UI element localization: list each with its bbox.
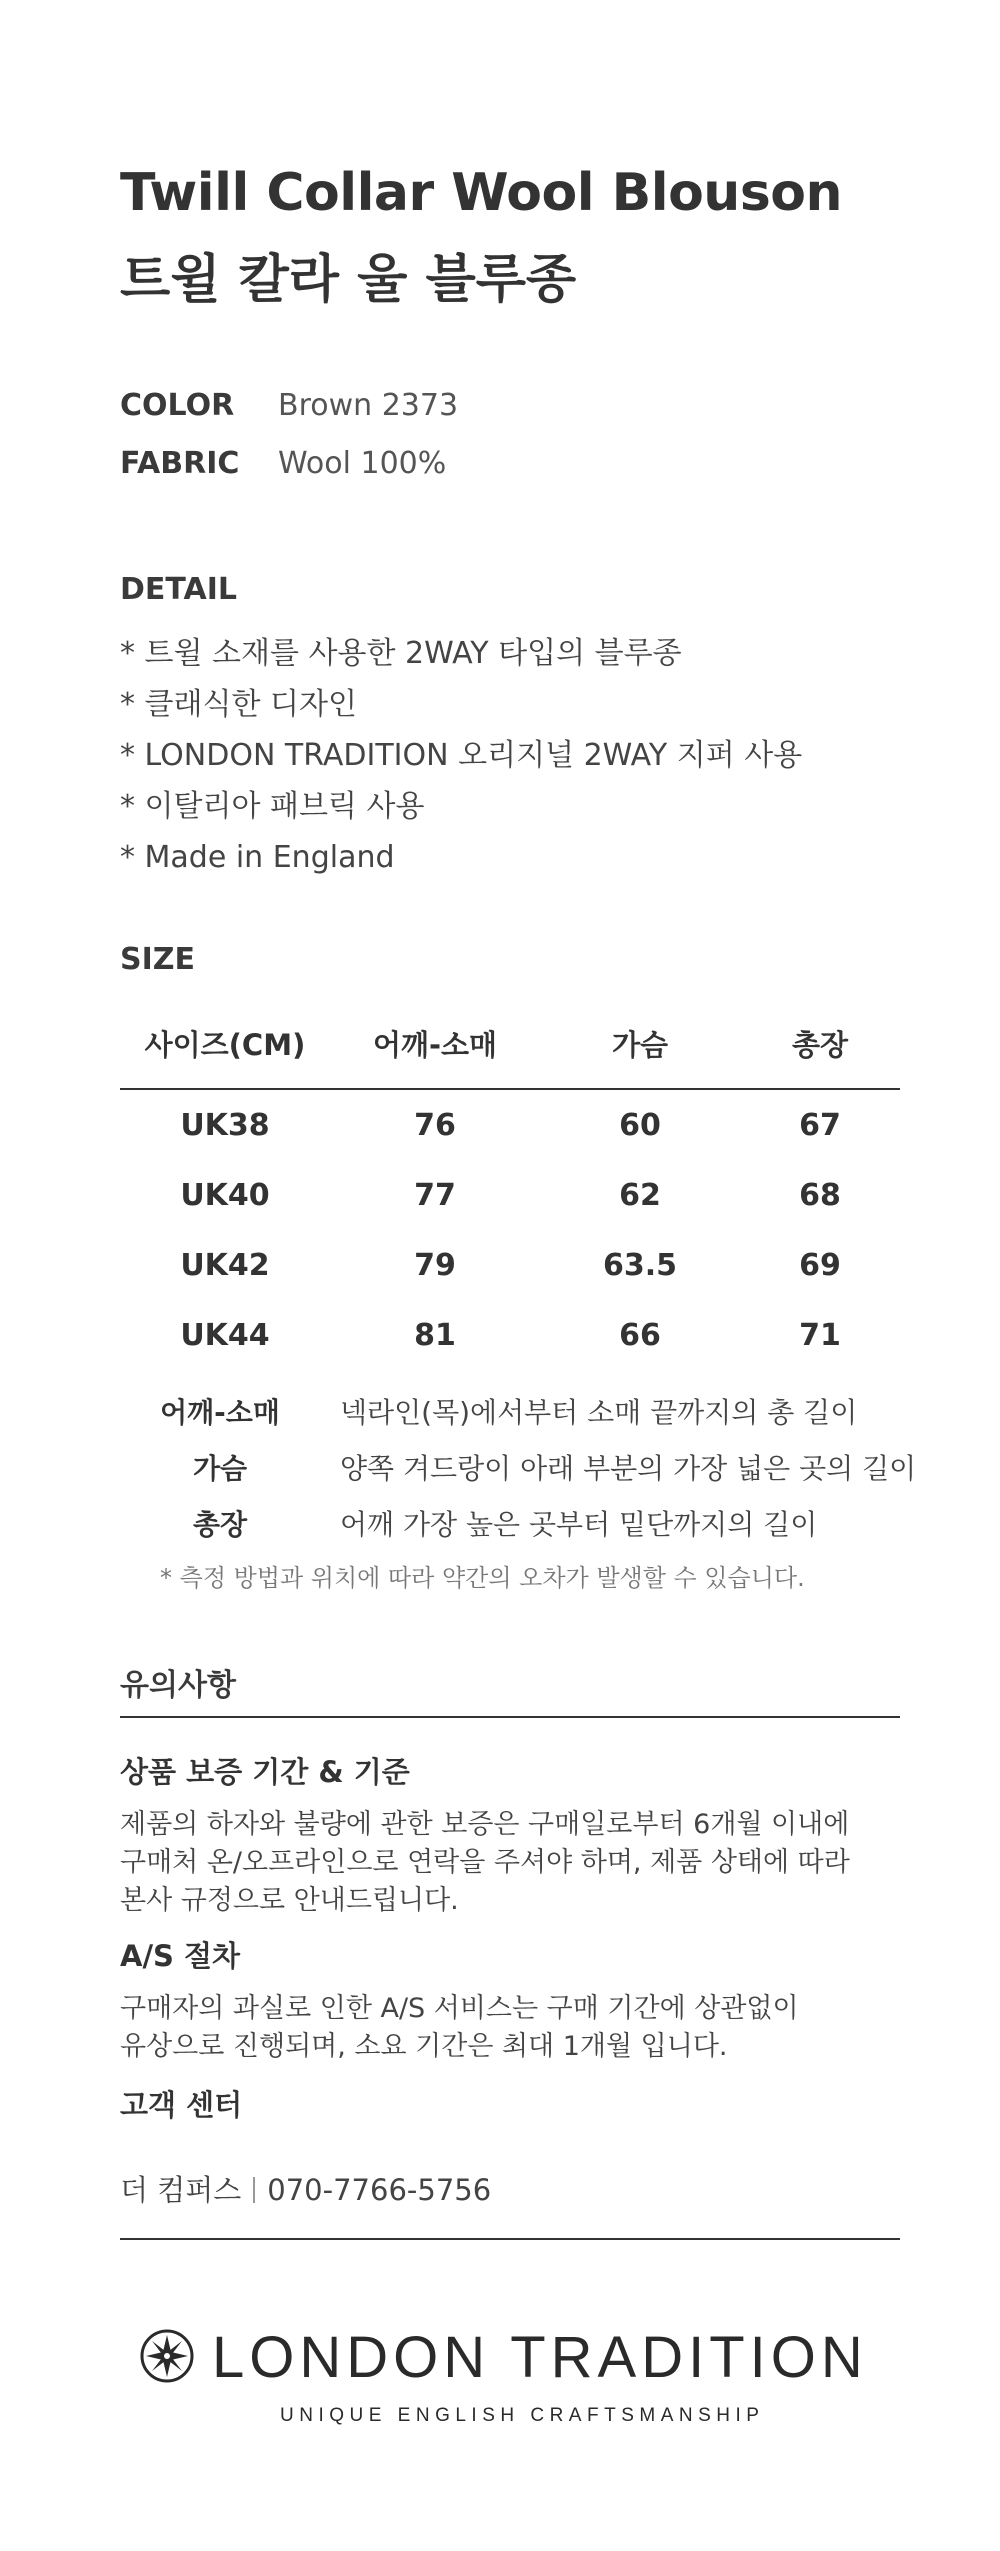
column-header: 사이즈(CM) <box>120 1010 330 1089</box>
definition-desc: 어깨 가장 높은 곳부터 밑단까지의 길이 <box>340 1508 818 1541</box>
as-title: A/S 절차 <box>120 1939 241 1973</box>
spec-row-color <box>120 388 458 423</box>
table-cell: 66 <box>619 1317 661 1353</box>
table-row <box>120 1300 900 1370</box>
spec-value: Wool 100% <box>278 446 447 481</box>
size-table <box>120 1010 900 1370</box>
spec-value: Brown 2373 <box>278 388 459 423</box>
spec-row-fabric <box>120 446 446 481</box>
table-cell: 67 <box>799 1107 841 1143</box>
notice-heading: 유의사항 <box>120 1668 236 1703</box>
paragraph-line: 본사 규정으로 안내드립니다. <box>120 1885 459 1916</box>
company-name: 더 컴퍼스 <box>120 2173 242 2207</box>
measurement-note: * 측정 방법과 위치에 따라 약간의 오차가 발생할 수 있습니다. <box>160 1564 805 1592</box>
definition-term: 어깨-소매 <box>160 1396 280 1429</box>
paragraph-line: 유상으로 진행되며, 소요 기간은 최대 1개월 입니다. <box>120 2031 728 2062</box>
list-item: * 트윌 소재를 사용한 2WAY 타입의 블루종 <box>120 636 682 671</box>
table-cell: 62 <box>619 1177 661 1213</box>
divider <box>120 2238 900 2240</box>
table-cell: UK40 <box>180 1177 270 1213</box>
brand-logo <box>140 2325 868 2426</box>
table-cell: 77 <box>414 1177 456 1213</box>
customer-center-title: 고객 센터 <box>120 2088 243 2122</box>
table-cell: 68 <box>799 1177 841 1213</box>
definition-term: 가슴 <box>192 1452 248 1485</box>
table-cell: UK44 <box>180 1317 270 1353</box>
definition-row <box>120 1441 916 1497</box>
definition-desc: 넥라인(목)에서부터 소매 끝까지의 총 길이 <box>340 1396 858 1429</box>
warranty-text <box>120 1806 850 1920</box>
detail-heading: DETAIL <box>120 572 238 607</box>
paragraph-line: 구매처 온/오프라인으로 연락을 주셔야 하며, 제품 상태에 따라 <box>120 1847 850 1878</box>
table-cell: UK42 <box>180 1247 270 1283</box>
spec-key: COLOR <box>120 388 235 423</box>
definition-row <box>120 1385 916 1441</box>
column-header: 총장 <box>740 1010 900 1089</box>
table-cell: 69 <box>799 1247 841 1283</box>
detail-list <box>120 628 802 883</box>
size-definitions <box>120 1385 916 1553</box>
separator <box>253 2177 255 2203</box>
table-cell: 63.5 <box>602 1247 678 1283</box>
list-item: * Made in England <box>120 840 395 875</box>
table-cell: 76 <box>414 1107 456 1143</box>
customer-center-info <box>120 2168 491 2209</box>
list-item: * 이탈리아 패브릭 사용 <box>120 789 425 824</box>
spec-key: FABRIC <box>120 446 240 481</box>
definition-term: 총장 <box>192 1508 248 1541</box>
table-cell: 60 <box>619 1107 661 1143</box>
column-header: 가슴 <box>540 1010 740 1089</box>
as-text <box>120 1990 799 2066</box>
column-header: 어깨-소매 <box>330 1010 540 1089</box>
brand-name: LONDON TRADITION <box>212 2325 868 2390</box>
table-cell: 71 <box>799 1317 841 1353</box>
table-row <box>120 1160 900 1230</box>
paragraph-line: 구매자의 과실로 인한 A/S 서비스는 구매 기간에 상관없이 <box>120 1993 799 2024</box>
definition-row <box>120 1497 916 1553</box>
table-row <box>120 1230 900 1300</box>
list-item: * 클래식한 디자인 <box>120 687 357 722</box>
table-cell: 81 <box>414 1317 456 1353</box>
product-title-ko: 트윌 칼라 울 블루종 <box>120 250 577 310</box>
product-title-en: Twill Collar Wool Blouson <box>120 163 843 223</box>
size-heading: SIZE <box>120 942 196 977</box>
compass-star-icon <box>140 2329 194 2383</box>
table-cell: 79 <box>414 1247 456 1283</box>
divider <box>120 1716 900 1718</box>
table-header-row <box>120 1010 900 1089</box>
paragraph-line: 제품의 하자와 불량에 관한 보증은 구매일로부터 6개월 이내에 <box>120 1809 850 1840</box>
definition-desc: 양쪽 겨드랑이 아래 부분의 가장 넓은 곳의 길이 <box>340 1452 917 1485</box>
warranty-title: 상품 보증 기간 & 기준 <box>120 1755 410 1789</box>
table-row <box>120 1089 900 1160</box>
table-cell: UK38 <box>180 1107 270 1143</box>
brand-tagline: UNIQUE ENGLISH CRAFTSMANSHIP <box>280 2405 765 2426</box>
phone-number: 070-7766-5756 <box>267 2173 492 2207</box>
list-item: * LONDON TRADITION 오리지널 2WAY 지퍼 사용 <box>120 738 803 773</box>
